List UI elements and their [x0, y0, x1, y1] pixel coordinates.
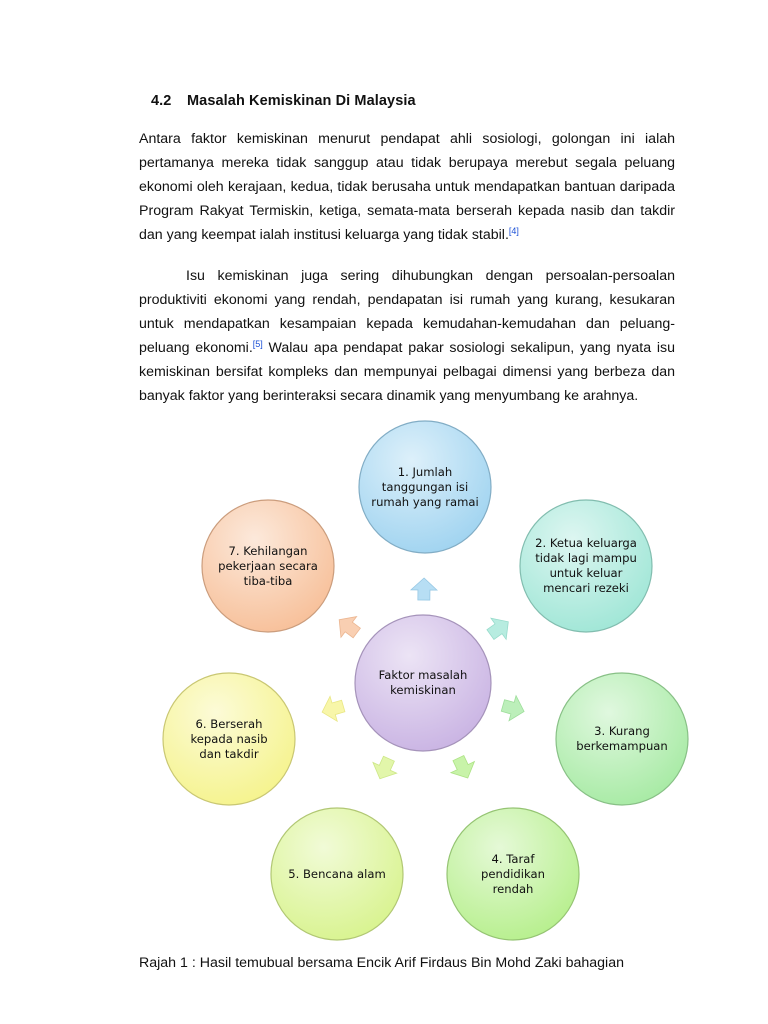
paragraph-1-text: Antara faktor kemiskinan menurut pendapat ahli sosiologi, golongan ini ialah pertamanya mereka tidak sanggup atau tidak berupaya merebut segala peluang ekonomi oleh kerajaan, kedua, tidak berusaha untuk mendapatkan bantuan daripada Program Rakyat Termiskin, ketiga, semata-mata berserah kepada nasib dan takdir dan yang keempat ialah institusi keluarga yang tidak stabil.: [139, 131, 675, 244]
arrow-to-factor-7: [331, 609, 364, 643]
factor-label-7: 7. Kehilangan pekerjaan secara tiba-tiba: [218, 543, 318, 588]
section-title: Masalah Kemiskinan Di Malaysia: [187, 93, 416, 109]
figure-caption: Rajah 1 : Hasil temubual bersama Encik Arif Firdaus Bin Mohd Zaki bahagian: [139, 955, 624, 971]
arrow-to-factor-4: [447, 753, 480, 784]
citation-link-4[interactable]: [4]: [508, 226, 519, 237]
arrow-to-factor-3: [499, 693, 527, 724]
factor-label-2: 2. Ketua keluarga tidak lagi mampu untuk keluar mencari rezeki: [535, 536, 637, 595]
factor-label-5: 5. Bencana alam: [288, 866, 386, 881]
paragraph-2-text-after: Walau apa pendapat pakar sosiologi sekalipun, yang nyata isu kemiskinan bersifat kompleks dan mempunyai pelbagai dimensi yang berbeza dan banyak faktor yang berinteraksi secara dinamik yang menyumbang ke arahnya.: [139, 340, 675, 405]
factor-label-3: 3. Kurang berkemampuan: [576, 724, 668, 753]
arrow-to-factor-1: [411, 578, 437, 600]
arrow-to-factor-2: [483, 611, 516, 645]
section-number: 4.2: [151, 93, 172, 109]
arrow-to-factor-5: [368, 753, 401, 784]
citation-link-5[interactable]: [5]: [252, 339, 263, 350]
factor-label-6: 6. Berserah kepada nasib dan takdir: [190, 716, 268, 761]
center-label: Faktor masalah kemiskinan: [378, 668, 468, 697]
paragraph-2-text-before: Isu kemiskinan juga sering dihubungkan dengan persoalan-persoalan produktiviti ekonomi yang rendah, pendapatan isi rumah yang kurang, kesukaran untuk mendapatkan kesampaian kepada kemudahan-kemudahan dan peluang-peluang ekonomi.: [139, 268, 675, 357]
arrow-to-factor-6: [319, 694, 347, 725]
factor-label-1: 1. Jumlah tanggungan isi rumah yang ramai: [371, 464, 479, 509]
factor-label-4: 4. Taraf pendidikan rendah: [481, 851, 545, 896]
